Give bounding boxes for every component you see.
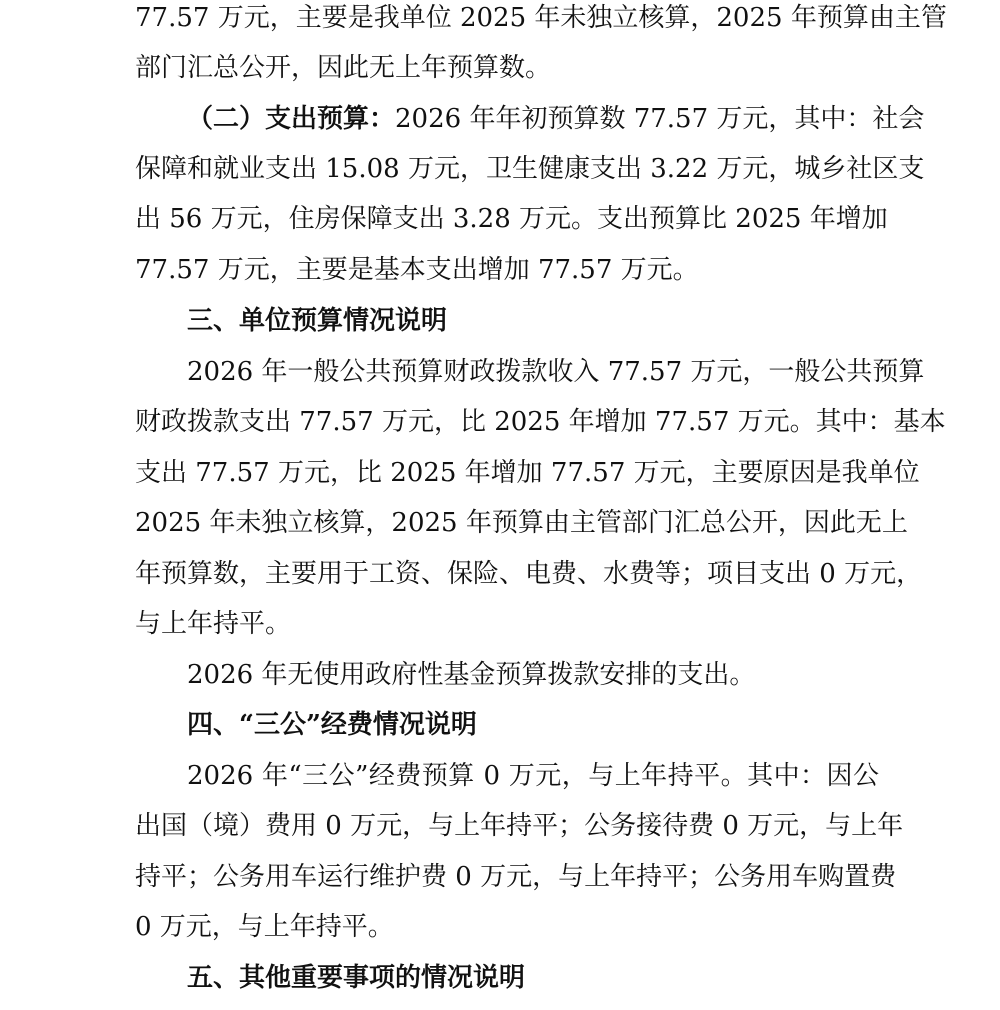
- section-heading: 五、其他重要事项的情况说明: [187, 963, 526, 993]
- body-line: 2026 年“三公”经费预算 0 万元，与上年持平。其中：因公: [187, 761, 879, 791]
- subsection-line: [135, 101, 925, 151]
- body-line: 部门汇总公开，因此无上年预算数。: [135, 53, 552, 83]
- body-line: 保障和就业支出 15.08 万元，卫生健康支出 3.22 万元，城乡社区支: [135, 154, 925, 184]
- body-line: 财政拨款支出 77.57 万元，比 2025 年增加 77.57 万元。其中：基本: [135, 407, 946, 437]
- body-line: 77.57 万元，主要是我单位 2025 年未独立核算，2025 年预算由主管: [135, 3, 947, 33]
- section-heading: 三、单位预算情况说明: [187, 306, 448, 336]
- body-line: 2026 年一般公共预算财政拨款收入 77.57 万元，一般公共预算: [187, 357, 925, 387]
- body-line: 出 56 万元，住房保障支出 3.28 万元。支出预算比 2025 年增加: [135, 204, 888, 234]
- body-line: 2026 年无使用政府性基金预算拨款安排的支出。: [187, 660, 756, 690]
- body-line: 与上年持平。: [135, 609, 292, 639]
- body-line: 支出 77.57 万元，比 2025 年增加 77.57 万元，主要原因是我单位: [135, 458, 920, 488]
- body-line: 持平；公务用车运行维护费 0 万元，与上年持平；公务用车购置费: [135, 862, 897, 892]
- subsection-label: （二）支出预算：: [187, 104, 396, 134]
- body-line: 2025 年未独立核算，2025 年预算由主管部门汇总公开，因此无上: [135, 508, 908, 538]
- body-line: 年预算数，主要用于工资、保险、电费、水费等；项目支出 0 万元，: [135, 559, 923, 589]
- body-line: 77.57 万元，主要是基本支出增加 77.57 万元。: [135, 255, 699, 285]
- section-heading: 四、“三公”经费情况说明: [187, 710, 477, 740]
- body-line: 0 万元，与上年持平。: [135, 912, 394, 942]
- body-text: 2026 年年初预算数 77.57 万元，其中：社会: [395, 104, 925, 134]
- body-line: 出国（境）费用 0 万元，与上年持平；公务接待费 0 万元，与上年: [135, 811, 904, 841]
